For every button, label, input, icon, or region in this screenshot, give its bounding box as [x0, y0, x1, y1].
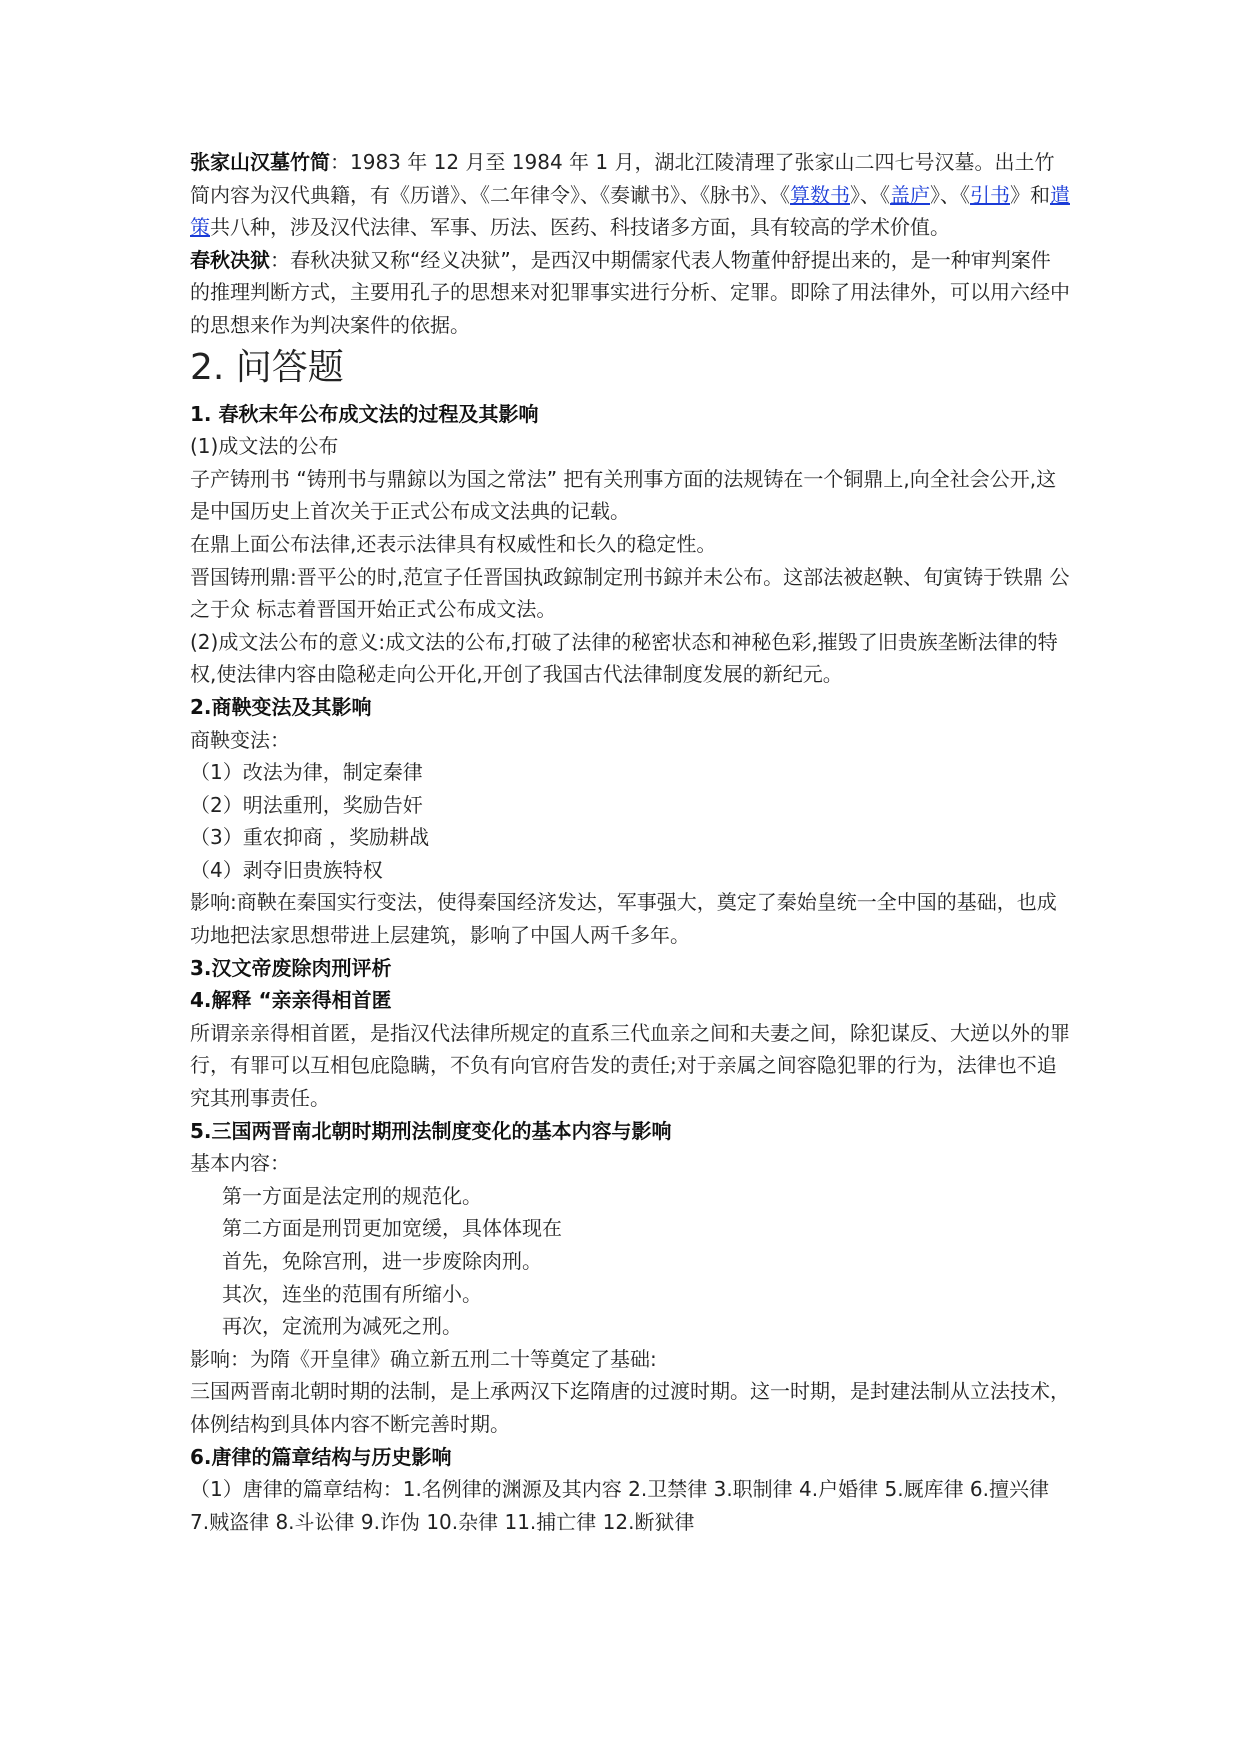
entry-chunqiu-jueyu — [190, 244, 1070, 342]
list-item: 首先，免除宫刑，进一步废除肉刑。 — [222, 1249, 542, 1273]
question-title: 2.商鞅变法及其影响 — [190, 694, 372, 719]
paragraph: 影响：为隋《开皇律》确立新五刑二十等奠定了基础: — [190, 1346, 657, 1371]
link-gailu[interactable]: 盖庐 — [890, 182, 930, 207]
entry-text: 》、《 — [930, 182, 970, 207]
paragraph: 所谓亲亲得相首匿，是指汉代法律所规定的直系三代血亲之间和夫妻之间，除犯谋反、大逆以外的罪行，有罪可以互相包庇隐瞒，不负有向官府告发的责任;对于亲属之间容隐犯罪的行为，法律也不追究其刑事责任。 — [190, 1020, 1070, 1111]
document-page — [190, 146, 1070, 1538]
entry-text: 》、《 — [850, 182, 890, 207]
paragraph: 在鼎上面公布法律,还表示法律具有权威性和长久的稳定性。 — [190, 531, 717, 556]
entry-term: 春秋决狱 — [190, 247, 270, 272]
list-item: （2）明法重刑，奖励告奸 — [190, 792, 423, 817]
entry-text: 春秋决狱又称“经义决狱”，是西汉中期儒家代表人物董仲舒提出来的，是一种审判案件的推理判断方式，主要用孔子的思想来对犯罪事实进行分析、定罪。即除了用法律外，可以用六经中的思想来作为判决案件的依据。 — [190, 247, 1070, 337]
entry-separator: ： — [330, 150, 350, 174]
paragraph: 三国两晋南北朝时期的法制，是上承两汉下迄隋唐的过渡时期。这一时期，是封建法制从立法技术，体例结构到具体内容不断完善时期。 — [190, 1379, 1070, 1436]
entry-text: 共八种，涉及汉代法律、军事、历法、医药、科技诸多方面，具有较高的学术价值。 — [210, 215, 950, 240]
question-title: 4.解释 “亲亲得相首匿 — [190, 988, 392, 1013]
paragraph: 影响:商鞅在秦国实行变法，使得秦国经济发达，军事强大，奠定了秦始皇统一全中国的基础，也成功地把法家思想带进上层建筑，影响了中国人两千多年。 — [190, 890, 1057, 948]
paragraph: （1）唐律的篇章结构：1.名例律的渊源及其内容 2.卫禁律 3.职制律 4.户婚律 5.厩库律 6.擅兴律 7.贼盗律 8.斗讼律 9.诈伪 10.杂律 11.捕亡律 12.断狱律 — [190, 1477, 1050, 1534]
question-title: 6.唐律的篇章结构与历史影响 — [190, 1444, 452, 1469]
entry-text: 》和 — [1010, 182, 1050, 207]
paragraph: 晋国铸刑鼎:晋平公的时,范宣子任晋国执政鍄制定刑书鍄并未公布。这部法被赵鞅、旬寅铸于铁鼎 公之于众 标志着晋国开始正式公布成文法。 — [190, 564, 1070, 622]
entry-separator: ： — [270, 247, 290, 272]
list-item: （3）重农抑商 ，奖励耕战 — [190, 825, 430, 850]
list-item: 其次，连坐的范围有所缩小。 — [222, 1281, 482, 1306]
question-title: 3.汉文帝废除肉刑评析 — [190, 955, 392, 980]
paragraph: (2)成文法公布的意义:成文法的公布,打破了法律的秘密状态和神秘色彩,摧毁了旧贵族垄断法律的特权,使法律内容由隐秘走向公开化,开创了我国古代法律制度发展的新纪元。 — [190, 629, 1058, 687]
list-item: 再次，定流刑为减死之刑。 — [222, 1314, 462, 1339]
link-suanshushu[interactable]: 算数书 — [790, 182, 850, 207]
paragraph: 基本内容： — [190, 1151, 290, 1176]
link-yinshu[interactable]: 引书 — [970, 182, 1010, 207]
entry-zhangjiashan — [190, 146, 1070, 244]
link-qiance[interactable]: 遣策 — [190, 182, 1070, 240]
section-title: 2. 问答题 — [190, 346, 344, 388]
question-title: 1. 春秋末年公布成文法的过程及其影响 — [190, 401, 539, 426]
paragraph: 商鞅变法： — [190, 727, 290, 752]
question-title: 5.三国两晋南北朝时期刑法制度变化的基本内容与影响 — [190, 1118, 672, 1143]
entry-term: 张家山汉墓竹简 — [190, 150, 330, 174]
list-item: 第二方面是刑罚更加宽缓，具体体现在 — [222, 1216, 562, 1241]
entry-text: 1983 年 12 月至 1984 年 1 月，湖北江陵清理了张家山二四七号汉墓。出土竹简内容为汉代典籍，有《历谱》、《二年律令》、《奏谳书》、《脉书》、《 — [190, 150, 1055, 207]
paragraph: (1)成文法的公布 — [190, 434, 339, 459]
list-item: （4）剥夺旧贵族特权 — [190, 857, 383, 882]
list-item: 第一方面是法定刑的规范化。 — [222, 1183, 482, 1208]
paragraph: 子产铸刑书 “铸刑书与鼎鍄以为国之常法” 把有关刑事方面的法规铸在一个铜鼎上,向全社会公开,这是中国历史上首次关于正式公布成文法典的记载。 — [190, 466, 1057, 524]
list-item: （1）改法为律，制定秦律 — [190, 760, 423, 785]
